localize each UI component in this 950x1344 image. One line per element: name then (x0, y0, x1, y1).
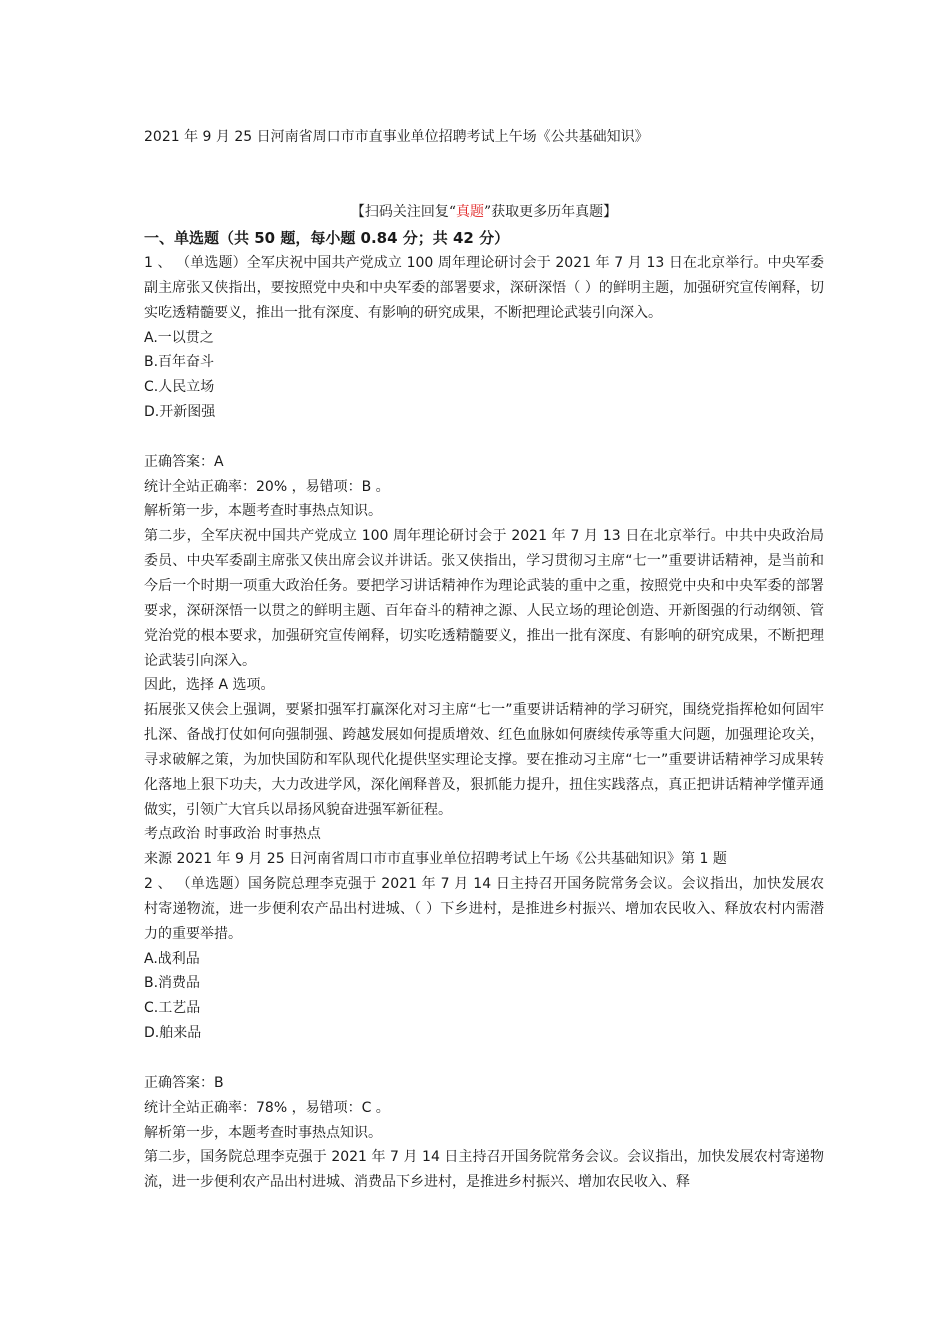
correct-answer: 正确答案：B (144, 1074, 224, 1091)
document-title: 2021 年 9 月 25 日河南省周口市市直事业单位招聘考试上午场《公共基础知识》 (144, 129, 649, 145)
section-heading: 一、单选题（共 50 题，每小题 0.84 分；共 42 分） (144, 229, 510, 247)
question-stem: 2 、 （单选题）国务院总理李克强于 2021 年 7 月 14 日主持召开国务院常务会议。会议指出，加快发展农村寄递物流，进一步便利农产品出村进城、（ ）下乡进村，是推进乡村振兴、增加农民收入、释放农村内需潜力的重要举措。 (144, 876, 824, 942)
promo-suffix: ”获取更多历年真题】 (484, 204, 618, 220)
option-b: B.百年奋斗 (144, 354, 215, 371)
question-stem: 1 、 （单选题）全军庆祝中国共产党成立 100 周年理论研讨会于 2021 年 7 月 13 日在北京举行。中央军委副主席张又侠指出，要按照党中央和中央军委的部署要求，深研深悟（ ）的鲜明主题，加强研究宣传阐释，切实吃透精髓要义，推出一批有深度、有影响的研究成果，不断把理论武装引向深入。 (144, 255, 824, 321)
analysis-step-2: 第二步，国务院总理李克强于 2021 年 7 月 14 日主持召开国务院常务会议。会议指出，加快发展农村寄递物流，进一步便利农产品出村进城、消费品下乡进村，是推进乡村振兴、增加农民收入、释 (144, 1149, 824, 1191)
promo-prefix: 【扫码关注回复“ (350, 204, 456, 220)
option-a: A.战利品 (144, 950, 200, 967)
analysis-step-1: 解析第一步，本题考查时事热点知识。 (144, 1124, 382, 1141)
question-topic: 考点政治 时事政治 时事热点 (144, 826, 321, 843)
question-source: 来源 2021 年 9 月 25 日河南省周口市市直事业单位招聘考试上午场《公共基础知识》第 1 题 (144, 851, 727, 868)
question-block (144, 872, 824, 1195)
option-b: B.消费品 (144, 975, 201, 992)
question-block (144, 251, 824, 872)
option-d: D.舶来品 (144, 1025, 202, 1042)
spacer (144, 425, 824, 450)
promo-highlight: 真题 (456, 204, 484, 220)
option-a: A.一以贯之 (144, 329, 214, 346)
option-d: D.开新图强 (144, 404, 216, 421)
answer-stats: 统计全站正确率：20% ，易错项：B 。 (144, 478, 390, 495)
analysis-step-2: 第二步，全军庆祝中国共产党成立 100 周年理论研讨会于 2021 年 7 月 13 日在北京举行。中共中央政治局委员、中央军委副主席张又侠出席会议并讲话。张又侠指出，学习贯彻习主席“七一”重要讲话精神，是当前和今后一个时期一项重大政治任务。要把学习讲话精神作为理论武装的重中之重，按照党中央和中央军委的部署要求，深研深悟一以贯之的鲜明主题、百年奋斗的精神之源、人民立场的理论创造、开新图强的行动纲领、管党治党的根本要求，加强研究宣传阐释，切实吃透精髓要义，推出一批有深度、有影响的研究成果，不断把理论武装引向深入。 (144, 528, 824, 669)
correct-answer: 正确答案：A (144, 453, 224, 470)
option-c: C.人民立场 (144, 379, 215, 396)
promo-banner (144, 202, 824, 222)
spacer (144, 1046, 824, 1071)
option-c: C.工艺品 (144, 1000, 201, 1017)
analysis-extension: 拓展张又侠会上强调，要紧扣强军打赢深化对习主席“七一”重要讲话精神的学习研究，围绕党指挥枪如何固牢扎深、备战打仗如何向强制强、跨越发展如何提质增效、红色血脉如何赓续传承等重大问题，加强理论攻关，寻求破解之策，为加快国防和军队现代化提供坚实理论支撑。要在推动习主席“七一”重要讲话精神学习成果转化落地上狠下功夫，大力改进学风，深化阐释普及，狠抓能力提升，扭住实践落点，真正把讲话精神学懂弄通做实，引领广大官兵以昂扬风貌奋进强军新征程。 (144, 702, 824, 818)
answer-stats: 统计全站正确率：78% ，易错项：C 。 (144, 1099, 390, 1116)
analysis-conclusion: 因此，选择 A 选项。 (144, 677, 275, 694)
analysis-step-1: 解析第一步，本题考查时事热点知识。 (144, 503, 382, 520)
question-list (144, 251, 824, 1195)
